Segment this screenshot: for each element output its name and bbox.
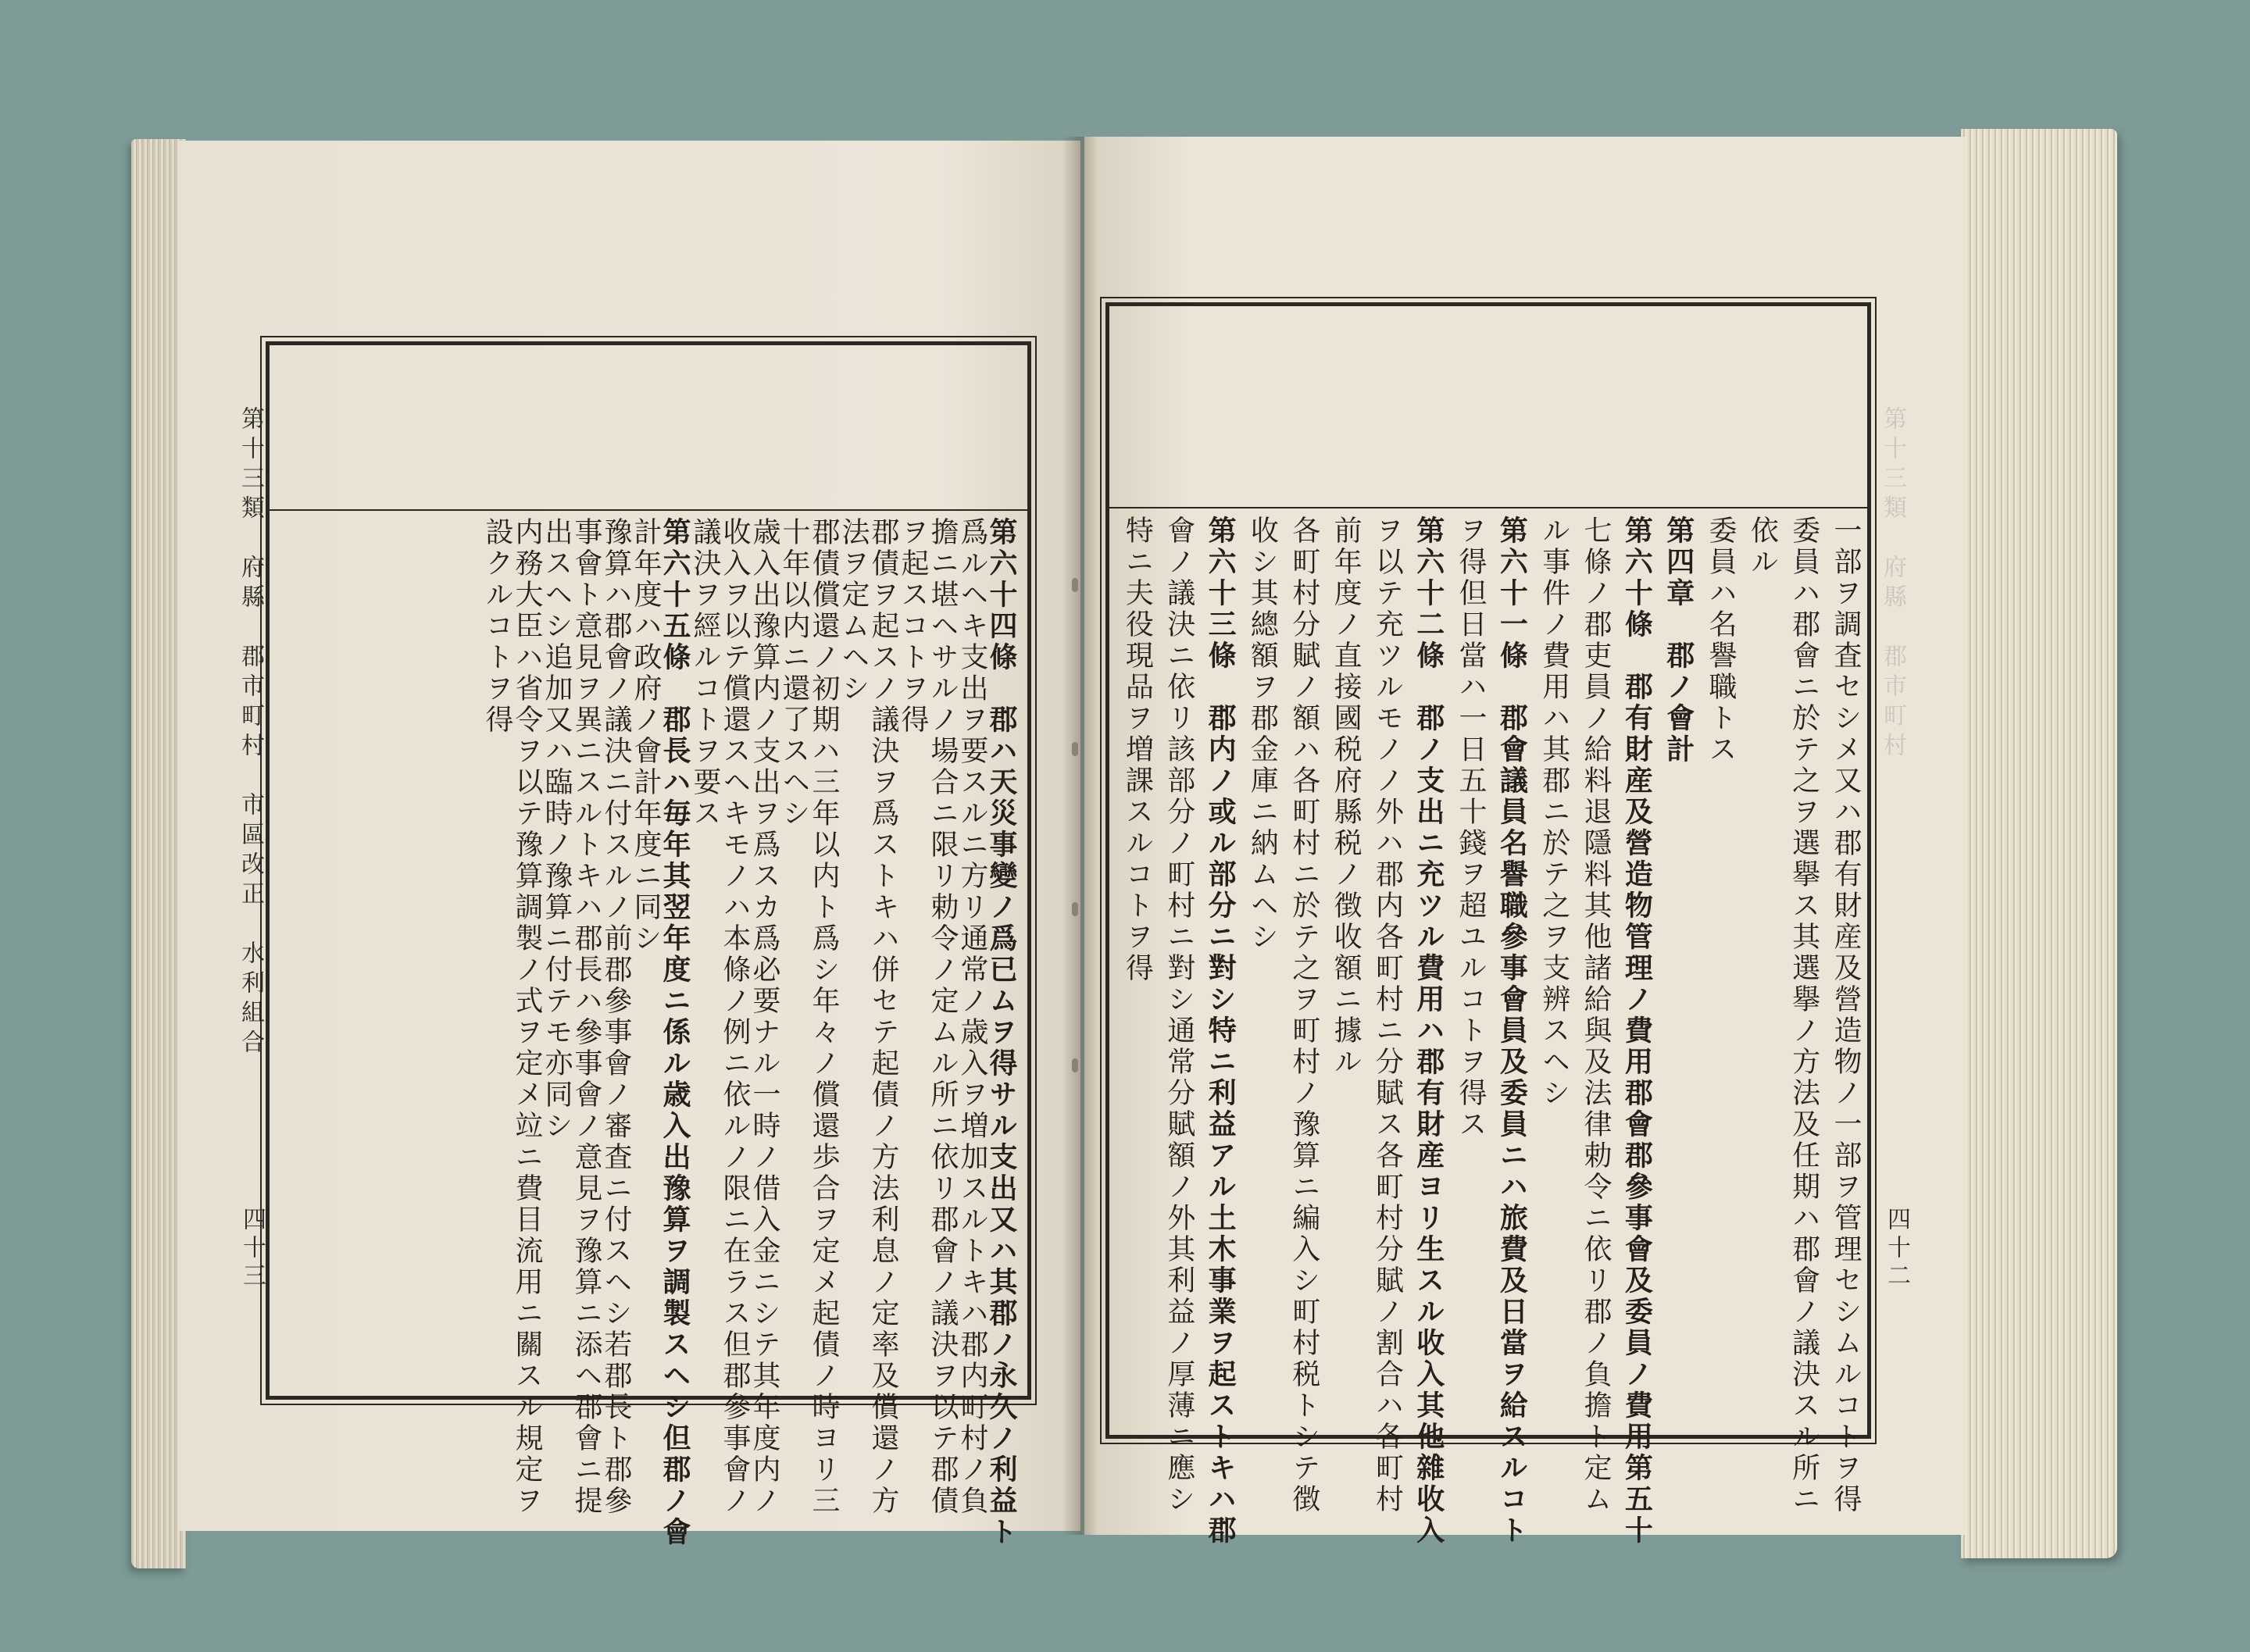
text-column: 第六十一條 郡會議員名譽職參事會員及委員ニハ旅費及日當ヲ給スルコト — [1495, 516, 1529, 1547]
text-column: ヲ起スコトヲ得 — [897, 517, 929, 736]
text-column: 依ル — [1746, 516, 1779, 578]
right-page-number: 四十二 — [1883, 1207, 1910, 1291]
text-column: 擔ニ堪ヘサルノ場合ニ限リ勅令ノ定ムル所ニ依リ郡會ノ議決ヲ以テ郡債 — [927, 517, 959, 1517]
text-column: ヲ得但日當ハ一日五十錢ヲ超ユルコトヲ得ス — [1455, 516, 1488, 1140]
text-column: 收入ヲ以テ償還スヘキモノハ本條ノ例ニ依ルノ限ニ在ラス但郡參事會ノ — [719, 517, 751, 1517]
right-text-columns — [1109, 516, 1862, 1547]
text-column: 會ノ議決ニ依リ該部分ノ町村ニ對シ通常分賦額ノ外其利益ノ厚薄ニ應シ — [1162, 516, 1195, 1515]
text-column: 事會ト意見ヲ異ニスルトキハ郡長ハ參事會ノ意見ヲ豫算ニ添ヘ郡會ニ提 — [570, 517, 602, 1517]
text-column: 第六十四條 郡ハ天災事變ノ爲已ムヲ得サル支出又ハ其郡ノ永久ノ利益ト — [985, 517, 1018, 1548]
book-gutter — [1062, 137, 1098, 1535]
text-column: 法ヲ定ムヘシ — [838, 517, 870, 705]
text-column: 一部ヲ調査セシメ又ハ郡有財産及營造物ノ一部ヲ管理セシムルコトヲ得 — [1830, 516, 1862, 1515]
text-column: 爲ルヘキ支出ヲ要スルニ方リ通常ノ歳入ヲ増加スルトキハ郡内町村ノ負 — [956, 517, 988, 1517]
text-column: ル事件ノ費用ハ其郡ニ於テ之ヲ支辨スヘシ — [1538, 516, 1570, 1109]
text-column: 七條ノ郡吏員ノ給料退隱料其他諸給與及法律勅令ニ依リ郡ノ負擔ト定ム — [1580, 516, 1612, 1515]
text-column: 議決ヲ經ルコトヲ要ス — [689, 517, 721, 830]
binding-hole — [1072, 902, 1078, 916]
text-column: 特ニ夫役現品ヲ増課スルコトヲ得 — [1121, 516, 1154, 984]
text-column: 前年度ノ直接國税府縣税ノ徴收額ニ據ル — [1330, 516, 1362, 1078]
text-column: 第六十三條 郡内ノ或ル部分ニ對シ特ニ利益アル土木事業ヲ起ストキハ郡 — [1204, 516, 1238, 1547]
text-column: 委員ハ郡會ニ於テ之ヲ選擧ス其選擧ノ方法及任期ハ郡會ノ議決スル所ニ — [1788, 516, 1820, 1515]
text-column: 設クルコトヲ得 — [481, 517, 513, 736]
left-page-header: 第十三類 府縣 郡市町村 市區改正 水利組合 — [237, 406, 264, 1059]
text-column: 委員ハ名譽職トス — [1705, 516, 1738, 765]
text-column: 豫算ハ郡會ノ議決ニ付スルノ前郡參事會ノ審査ニ付スヘシ若郡長ト郡參 — [600, 517, 632, 1517]
left-page-number: 四十三 — [238, 1207, 266, 1291]
show-through-text: 第十三類 府縣 郡市町村 — [1879, 406, 1906, 762]
text-column: 歳入出豫算内ノ支出ヲ爲スカ爲必要ナル一時ノ借入金ニシテ其年度内ノ — [748, 517, 780, 1517]
text-column: 第四章 郡ノ會計 — [1662, 516, 1695, 765]
text-column: 出スヘシ追加又ハ臨時ノ豫算ニ付テモ亦同シ — [541, 517, 573, 1142]
text-column: 郡債償還ノ初期ハ三年以内ト爲シ年々ノ償還歩合ヲ定メ起債ノ時ヨリ三 — [808, 517, 840, 1517]
text-column: 第六十條 郡有財産及營造物管理ノ費用郡會郡參事會及委員ノ費用第五十 — [1620, 516, 1654, 1547]
right-page-edges — [1961, 129, 2117, 1558]
binding-hole — [1072, 1058, 1078, 1072]
text-column: 各町村分賦ノ額ハ各町村ニ於テ之ヲ町村ノ豫算ニ編入シ町村税トシテ徴 — [1288, 516, 1320, 1515]
frame-divider — [270, 509, 1027, 511]
text-column: 十年以内ニ還了スヘシ — [778, 517, 810, 830]
text-column: 郡債ヲ起スノ議決ヲ爲ストキハ併セテ起債ノ方法利息ノ定率及償還ノ方 — [867, 517, 899, 1517]
text-column: 内務大臣ハ省令ヲ以テ豫算調製ノ式ヲ定メ竝ニ費目流用ニ關スル規定ヲ — [511, 517, 543, 1517]
text-column: 第六十五條 郡長ハ毎年其翌年度ニ係ル歳入出豫算ヲ調製スヘシ但郡ノ會 — [659, 517, 691, 1548]
text-column: ヲ以テ充ツルモノノ外ハ郡内各町村ニ分賦ス各町村分賦ノ割合ハ各町村 — [1371, 516, 1404, 1515]
left-text-columns — [481, 517, 1018, 1548]
binding-hole — [1072, 578, 1078, 592]
text-column: 收シ其總額ヲ郡金庫ニ納ムヘシ — [1246, 516, 1279, 953]
text-column: 第六十二條 郡ノ支出ニ充ツル費用ハ郡有財産ヨリ生スル收入其他雜收入 — [1412, 516, 1445, 1547]
text-column: 計年度ハ政府ノ會計年度ニ同シ — [630, 517, 662, 954]
frame-divider — [1109, 507, 1867, 508]
binding-hole — [1072, 742, 1078, 756]
